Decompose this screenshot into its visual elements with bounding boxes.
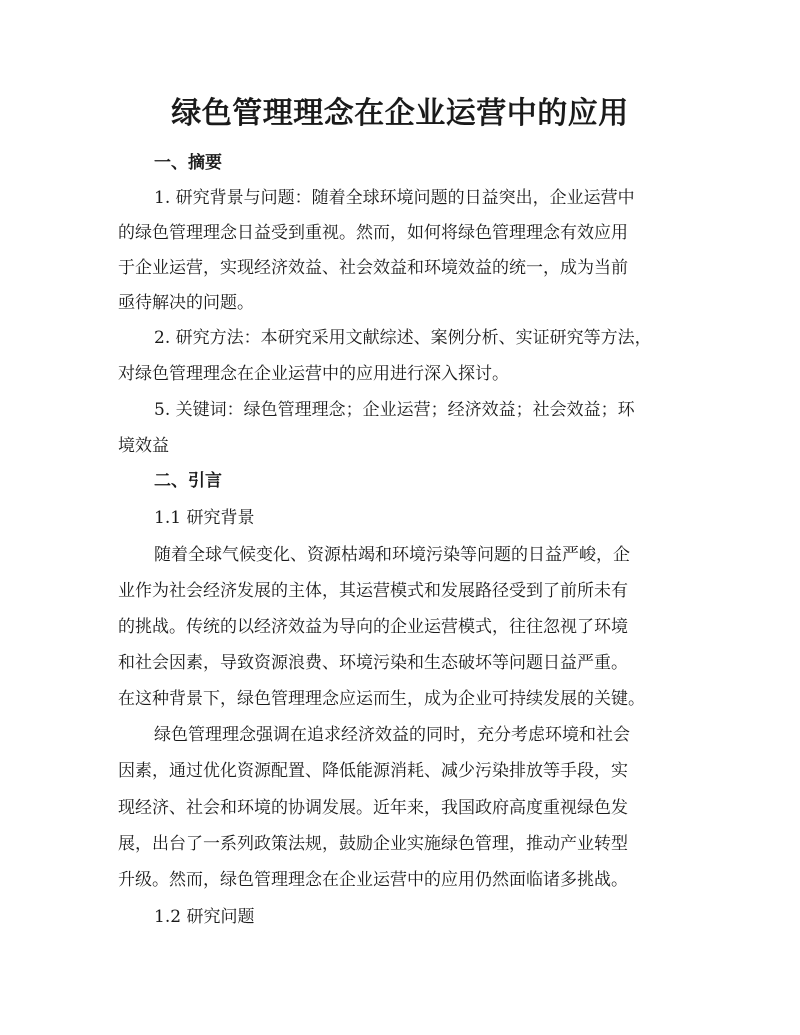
paragraph-line: 亟待解决的问题。	[118, 293, 254, 313]
paragraph-line: 现经济、社会和环境的协调发展。近年来，我国政府高度重视绿色发	[118, 798, 628, 818]
paragraph-line: 于企业运营，实现经济效益、社会效益和环境效益的统一，成为当前	[118, 258, 628, 278]
paragraph-line: 的绿色管理理念日益受到重视。然而，如何将绿色管理理念有效应用	[118, 223, 628, 243]
paragraph-line: 因素，通过优化资源配置、降低能源消耗、减少污染排放等手段，实	[118, 761, 628, 781]
paragraph-line: 境效益	[118, 436, 169, 456]
paragraph-line: 2. 研究方法：本研究采用文献综述、案例分析、实证研究等方法，	[154, 328, 652, 348]
paragraph-line: 和社会因素，导致资源浪费、环境污染和生态破坏等问题日益严重。	[118, 653, 628, 673]
section-heading-abstract: 一、摘要	[154, 153, 222, 173]
paragraph-line: 在这种背景下，绿色管理理念应运而生，成为企业可持续发展的关键。	[118, 689, 645, 709]
paragraph-line: 1. 研究背景与问题：随着全球环境问题的日益突出，企业运营中	[154, 188, 635, 208]
paragraph-line: 升级。然而，绿色管理理念在企业运营中的应用仍然面临诸多挑战。	[118, 870, 628, 890]
section-heading-introduction: 二、引言	[154, 471, 222, 491]
paragraph-line: 随着全球气候变化、资源枯竭和环境污染等问题的日益严峻，企	[154, 545, 630, 565]
subsection-heading: 1.1 研究背景	[154, 508, 255, 528]
paragraph-line: 5. 关键词：绿色管理理念；企业运营；经济效益；社会效益；环	[154, 400, 635, 420]
paragraph-line: 对绿色管理理念在企业运营中的应用进行深入探讨。	[118, 364, 509, 384]
document-title: 绿色管理理念在企业运营中的应用	[171, 96, 629, 131]
paragraph-line: 绿色管理理念强调在追求经济效益的同时，充分考虑环境和社会	[154, 725, 630, 745]
paragraph-line: 业作为社会经济发展的主体，其运营模式和发展路径受到了前所未有	[118, 581, 628, 601]
paragraph-line: 展，出台了一系列政策法规，鼓励企业实施绿色管理，推动产业转型	[118, 834, 628, 854]
paragraph-line: 的挑战。传统的以经济效益为导向的企业运营模式，往往忽视了环境	[118, 617, 628, 637]
subsection-heading: 1.2 研究问题	[154, 907, 255, 927]
